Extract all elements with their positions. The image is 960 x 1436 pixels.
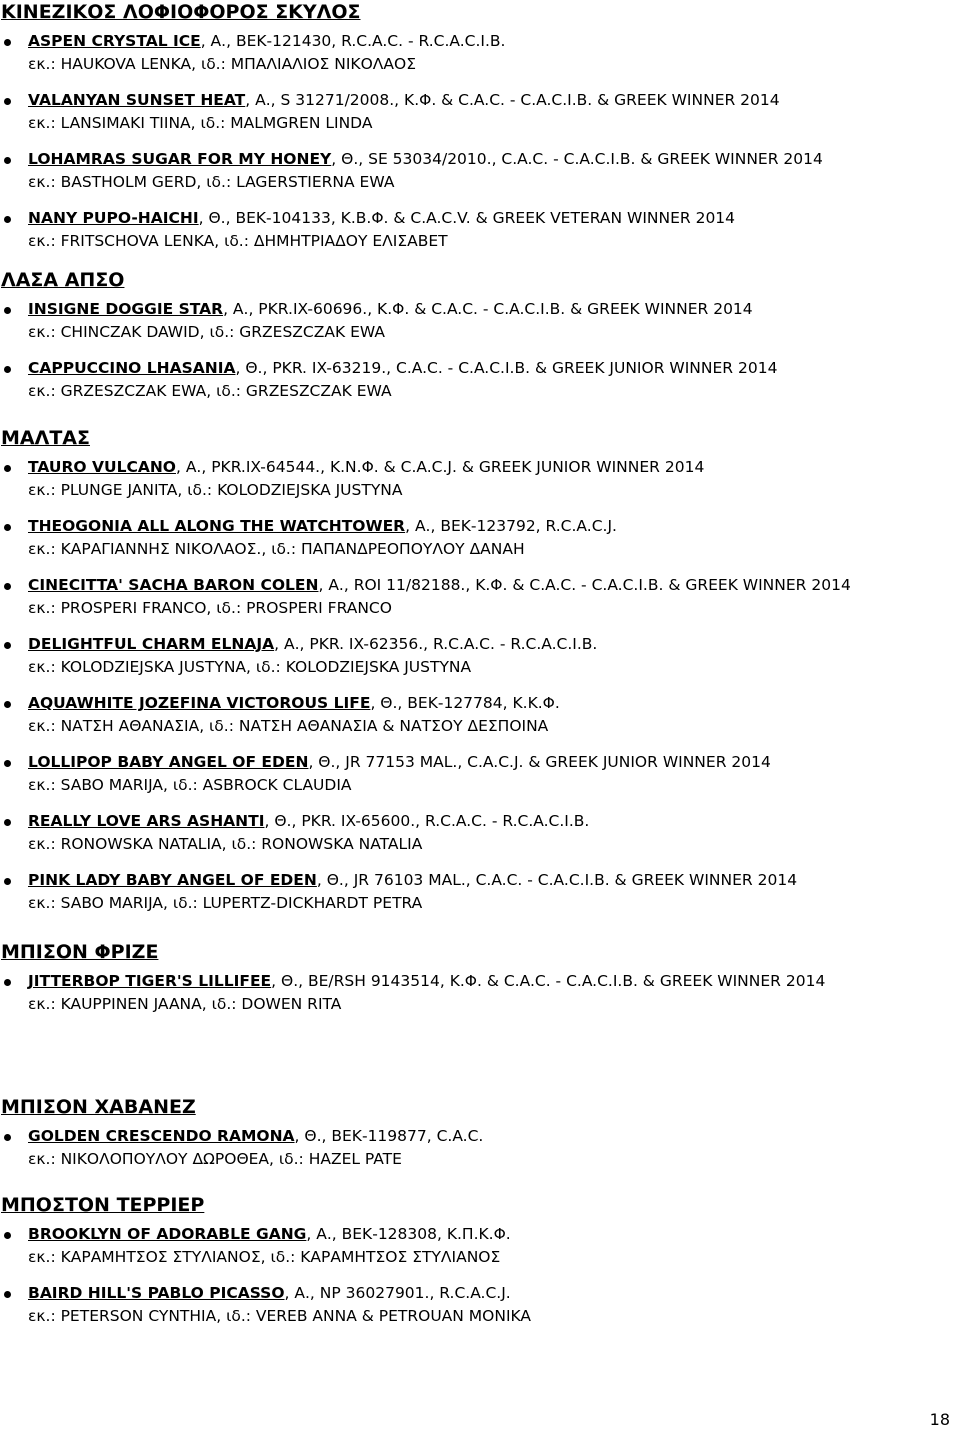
list-item [0,1282,940,1328]
list-item [0,970,940,1016]
section-title: ΜΠΙΣΟΝ ΦΡΙΖΕ [1,941,159,963]
dog-name: BROOKLYN OF ADORABLE GANG [28,1225,307,1243]
section-title: ΜΠΙΣΟΝ ΧΑΒΑΝΕΖ [1,1096,196,1118]
bullet-icon [4,760,11,767]
list-item [0,633,940,679]
owners-line: εκ.: FRITSCHOVA LENKA, ιδ.: ΔΗΜΗΤΡΙΑΔΟΥ ΕΛΙΣΑΒΕΤ [28,232,448,250]
list-item [0,89,940,135]
dog-details: , Α., PKR. IX-62356., R.C.A.C. - R.C.A.C.I.B. [274,635,598,653]
owners-line: εκ.: KAUPPINEN JAANA, ιδ.: DOWEN RITA [28,995,342,1013]
owners-line: εκ.: CHINCZAK DAWID, ιδ.: GRZESZCZAK EWA [28,323,385,341]
entry-title-line [28,810,940,833]
owners-line: εκ.: ΚΑΡΑΜΗΤΣΟΣ ΣΤΥΛΙΑΝΟΣ, ιδ.: ΚΑΡΑΜΗΤΣΟΣ ΣΤΥΛΙΑΝΟΣ [28,1248,501,1266]
entry-title-line [28,30,940,53]
page-number: 18 [929,1410,950,1429]
section-title: ΜΑΛΤΑΣ [1,427,90,449]
owners-line: εκ.: RONOWSKA NATALIA, ιδ.: RONOWSKA NATALIA [28,835,423,853]
entry-title-line [28,869,940,892]
dog-details: , Α., ROI 11/82188., Κ.Φ. & C.A.C. - C.A.C.I.B. & GREEK WINNER 2014 [318,576,851,594]
dog-name: PINK LADY BABY ANGEL OF EDEN [28,871,317,889]
bullet-icon [4,98,11,105]
dog-name: ASPEN CRYSTAL ICE [28,32,201,50]
list-item [0,1125,940,1171]
list-item [0,869,940,915]
owners-line: εκ.: PLUNGE JANITA, ιδ.: KOLODZIEJSKA JUSTYNA [28,481,403,499]
bullet-icon [4,1134,11,1141]
dog-details: , Θ., BE/RSH 9143514, Κ.Φ. & C.A.C. - C.A.C.I.B. & GREEK WINNER 2014 [271,972,826,990]
dog-name: TAURO VULCANO [28,458,176,476]
entry-list [0,1223,940,1328]
entry-title-line [28,1223,940,1246]
owners-line: εκ.: ΝΙΚΟΛΟΠΟΥΛΟΥ ΔΩΡΟΘΕΑ, ιδ.: HAZEL PATE [28,1150,402,1168]
breed-section [0,426,940,928]
dog-details: , Θ., PKR. IX-63219., C.A.C. - C.A.C.I.B. & GREEK JUNIOR WINNER 2014 [235,359,778,377]
bullet-icon [4,524,11,531]
entry-title-line [28,456,940,479]
dog-name: NANY PUPO-HAICHI [28,209,199,227]
entry-title-line [28,357,940,380]
dog-name: JITTERBOP TIGER'S LILLIFEE [28,972,272,990]
bullet-icon [4,979,11,986]
bullet-icon [4,39,11,46]
dog-details: , Θ., JR 76103 MAL., C.A.C. - C.A.C.I.B. & GREEK WINNER 2014 [316,871,798,889]
dog-name: LOHAMRAS SUGAR FOR MY HONEY [28,150,332,168]
dog-details: , Θ., JR 77153 MAL., C.A.C.J. & GREEK JUNIOR WINNER 2014 [308,753,771,771]
dog-name: BAIRD HILL'S PABLO PICASSO [28,1284,285,1302]
entry-title-line [28,89,940,112]
owners-line: εκ.: KOLODZIEJSKA JUSTYNA, ιδ.: KOLODZIEJSKA JUSTYNA [28,658,472,676]
dog-name: DELIGHTFUL CHARM ELNAJA [28,635,275,653]
bullet-icon [4,1232,11,1239]
entry-title-line [28,298,940,321]
dog-details: , Θ., SE 53034/2010., C.A.C. - C.A.C.I.B. & GREEK WINNER 2014 [331,150,823,168]
entry-title-line [28,1125,940,1148]
entry-title-line [28,574,940,597]
bullet-icon [4,701,11,708]
entry-list [0,970,940,1016]
list-item [0,692,940,738]
list-item [0,207,940,253]
entry-title-line [28,692,940,715]
entry-title-line [28,1282,940,1305]
entry-title-line [28,207,940,230]
bullet-icon [4,465,11,472]
entry-list [0,30,940,253]
dog-name: CINECITTA' SACHA BARON COLEN [28,576,319,594]
dog-name: AQUAWHITE JOZEFINA VICTOROUS LIFE [28,694,371,712]
list-item [0,357,940,403]
bullet-icon [4,216,11,223]
dog-name: GOLDEN CRESCENDO RAMONA [28,1127,295,1145]
dog-name: THEOGONIA ALL ALONG THE WATCHTOWER [28,517,406,535]
section-title: ΛΑΣΑ ΑΠΣΟ [1,269,125,291]
entry-title-line [28,633,940,656]
owners-line: εκ.: GRZESZCZAK EWA, ιδ.: GRZESZCZAK EWA [28,382,392,400]
bullet-icon [4,307,11,314]
owners-line: εκ.: PROSPERI FRANCO, ιδ.: PROSPERI FRANCO [28,599,392,617]
dog-details: , Α., S 31271/2008., Κ.Φ. & C.A.C. - C.A.C.I.B. & GREEK WINNER 2014 [245,91,780,109]
entry-list [0,456,940,915]
bullet-icon [4,1291,11,1298]
entry-list [0,1125,940,1171]
bullet-icon [4,366,11,373]
list-item [0,1223,940,1269]
dog-name: INSIGNE DOGGIE STAR [28,300,224,318]
owners-line: εκ.: BASTHOLM GERD, ιδ.: LAGERSTIERNA EWA [28,173,395,191]
breed-section [0,940,940,1029]
dog-details: , Α., PKR.IX-60696., Κ.Φ. & C.A.C. - C.A.C.I.B. & GREEK WINNER 2014 [223,300,753,318]
breed-section [0,0,940,266]
entry-list [0,298,940,403]
bullet-icon [4,157,11,164]
owners-line: εκ.: LANSIMAKI TIINA, ιδ.: MALMGREN LINDA [28,114,373,132]
owners-line: εκ.: SABO MARIJA, ιδ.: ASBROCK CLAUDIA [28,776,352,794]
entry-title-line [28,148,940,171]
list-item [0,456,940,502]
list-item [0,298,940,344]
dog-name: VALANYAN SUNSET HEAT [28,91,246,109]
dog-details: , Α., ΒΕΚ-123792, R.C.A.C.J. [405,517,617,535]
bullet-icon [4,878,11,885]
section-title: ΚΙΝΕΖΙΚΟΣ ΛΟΦΙΟΦΟΡΟΣ ΣΚΥΛΟΣ [1,1,361,23]
breed-section [0,1193,940,1341]
list-item [0,515,940,561]
owners-line: εκ.: PETERSON CYNTHIA, ιδ.: VEREB ANNA & PETROUAN MONIKA [28,1307,532,1325]
dog-details: , Θ., ΒΕΚ-119877, C.A.C. [294,1127,484,1145]
dog-details: , Θ., ΒΕΚ-104133, Κ.Β.Φ. & C.A.C.V. & GREEK VETERAN WINNER 2014 [198,209,736,227]
dog-details: , Θ., PKR. IX-65600., R.C.A.C. - R.C.A.C.I.B. [264,812,590,830]
section-title: ΜΠΟΣΤΟΝ ΤΕΡΡΙΕΡ [1,1194,205,1216]
bullet-icon [4,642,11,649]
entry-title-line [28,751,940,774]
owners-line: εκ.: SABO MARIJA, ιδ.: LUPERTZ-DICKHARDT PETRA [28,894,423,912]
owners-line: εκ.: HAUKOVA LENKA, ιδ.: ΜΠΑΛΙΑΛΙΟΣ ΝΙΚΟΛΑΟΣ [28,55,416,73]
dog-details: , Α., PKR.IX-64544., Κ.Ν.Φ. & C.A.C.J. & GREEK JUNIOR WINNER 2014 [175,458,705,476]
dog-name: REALLY LOVE ARS ASHANTI [28,812,265,830]
entry-title-line [28,515,940,538]
bullet-icon [4,819,11,826]
dog-details: , Α., ΒΕΚ-121430, R.C.A.C. - R.C.A.C.I.B. [200,32,506,50]
list-item [0,751,940,797]
dog-details: , Θ., ΒΕΚ-127784, Κ.Κ.Φ. [370,694,560,712]
list-item [0,810,940,856]
dog-details: , Α., ΒΕΚ-128308, Κ.Π.Κ.Φ. [306,1225,511,1243]
bullet-icon [4,583,11,590]
list-item [0,574,940,620]
owners-line: εκ.: ΚΑΡΑΓΙΑΝΝΗΣ ΝΙΚΟΛΑΟΣ., ιδ.: ΠΑΠΑΝΔΡΕΟΠΟΥΛΟΥ ΔΑΝΑΗ [28,540,525,558]
entry-title-line [28,970,940,993]
dog-details: , Α., NP 36027901., R.C.A.C.J. [284,1284,511,1302]
dog-name: LOLLIPOP BABY ANGEL OF EDEN [28,753,309,771]
breed-section [0,268,940,416]
dog-name: CAPPUCCINO LHASANIA [28,359,236,377]
list-item [0,30,940,76]
breed-section [0,1095,940,1184]
list-item [0,148,940,194]
owners-line: εκ.: ΝΑΤΣΗ ΑΘΑΝΑΣΙΑ, ιδ.: ΝΑΤΣΗ ΑΘΑΝΑΣΙΑ & ΝΑΤΣΟΥ ΔΕΣΠΟΙΝΑ [28,717,549,735]
